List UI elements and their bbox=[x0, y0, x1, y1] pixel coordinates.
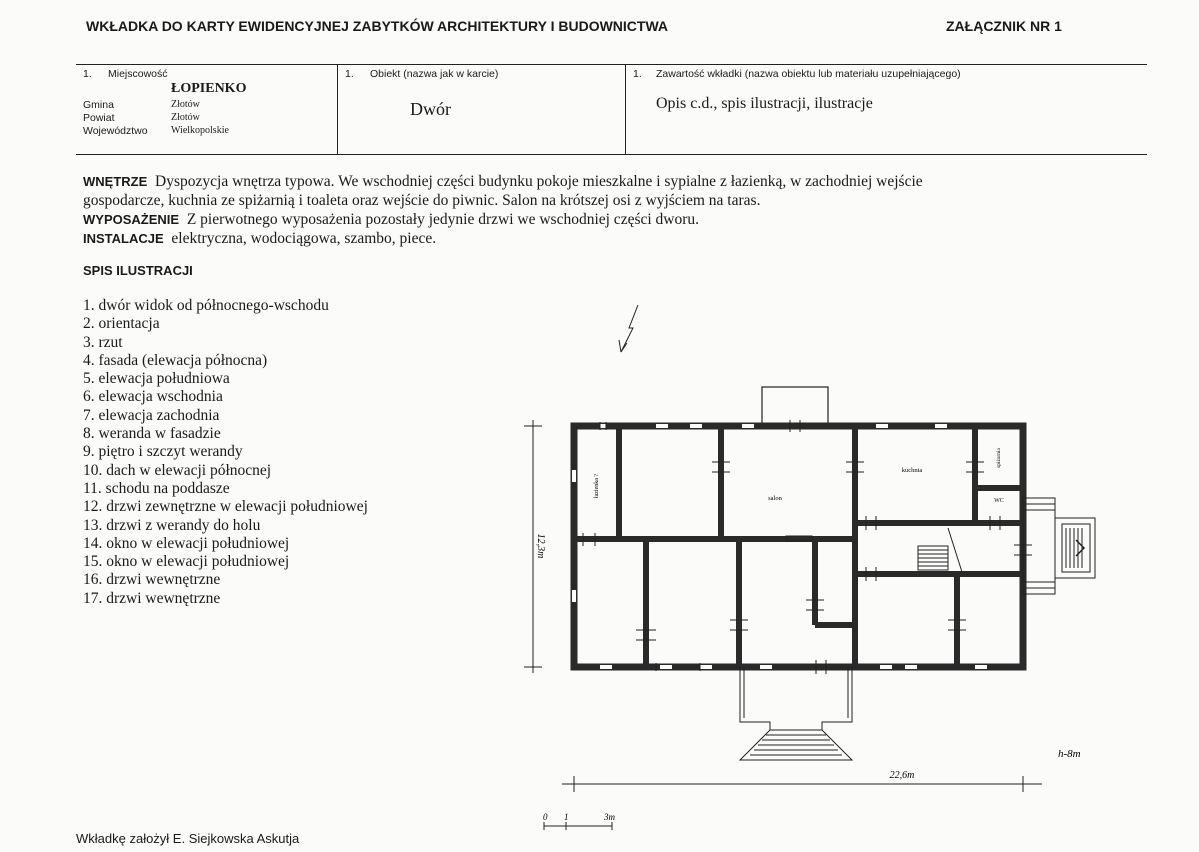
list-item: 6. elewacja wschodnia bbox=[83, 388, 223, 406]
county-value: Złotów bbox=[171, 112, 200, 123]
room-label-kitchen: kuchnia bbox=[901, 467, 923, 474]
object-value: Dwór bbox=[410, 99, 451, 119]
box3-number: 1. bbox=[633, 68, 642, 80]
installations-label: INSTALACJE bbox=[83, 231, 164, 246]
county-label: Powiat bbox=[83, 112, 115, 124]
interior-text-line2: gospodarcze, kuchnia ze spiżarnią i toaleta oraz wejście do piwnic. Salon na krótszej osi z wyjściem na taras. bbox=[83, 192, 761, 209]
illustrations-heading: SPIS ILUSTRACJI bbox=[83, 263, 193, 278]
north-projection bbox=[762, 387, 828, 426]
scale-label-3: 3m bbox=[604, 812, 615, 822]
box1-label: Miejscowość bbox=[108, 68, 168, 80]
east-terrace bbox=[1023, 498, 1095, 594]
scale-bar bbox=[544, 822, 612, 830]
list-item: 13. drzwi z werandy do holu bbox=[83, 516, 261, 534]
box2-number: 1. bbox=[345, 68, 354, 80]
list-item: 9. piętro i szczyt werandy bbox=[83, 443, 243, 461]
height-dimension-label: 12,3m bbox=[535, 533, 546, 559]
commune-value: Złotów bbox=[171, 99, 200, 110]
scale-label-1: 1 bbox=[564, 812, 569, 822]
box3-label: Zawartość wkładki (nazwa obiektu lub materiału uzupełniającego) bbox=[656, 68, 961, 80]
room-label-bathroom: łazienka ? bbox=[594, 473, 600, 499]
list-item: 5. elewacja południowa bbox=[83, 370, 230, 388]
list-item: 10. dach w elewacji północnej bbox=[83, 461, 272, 479]
list-item: 12. drzwi zewnętrzne w elewacji południowej bbox=[83, 498, 368, 516]
list-item: 7. elewacja zachodnia bbox=[83, 406, 220, 424]
annex-label: ZAŁĄCZNIK NR 1 bbox=[946, 18, 1062, 34]
list-item: 14. okno w elewacji południowej bbox=[83, 534, 290, 552]
box2-label: Obiekt (nazwa jak w karcie) bbox=[370, 68, 499, 80]
contents-value: Opis c.d., spis ilustracji, ilustracje bbox=[656, 95, 873, 112]
scale-label-0: 0 bbox=[543, 812, 548, 822]
width-dimension-line bbox=[562, 776, 1042, 792]
locality-value: ŁOPIENKO bbox=[171, 81, 247, 96]
voivodeship-label: Województwo bbox=[83, 125, 148, 137]
equipment-label: WYPOSAŻENIE bbox=[83, 212, 180, 227]
interior-text-line1: Dyspozycja wnętrza typowa. We wschodniej części budynku pokoje mieszkalne i sypialne z łazienką, w zachodniej wejście bbox=[155, 173, 923, 190]
document-title: WKŁADKA DO KARTY EWIDENCYJNEJ ZABYTKÓW ARCHITEKTURY I BUDOWNICTWA bbox=[86, 18, 669, 34]
room-label-pantry: spiżarnia bbox=[996, 448, 1002, 468]
list-item: 3. rzut bbox=[83, 333, 123, 351]
level-note: h-8m bbox=[1058, 748, 1081, 760]
interior-label: WNĘTRZE bbox=[83, 174, 148, 189]
door-marks bbox=[583, 420, 1032, 674]
footer-author: Wkładkę założył E. Siejkowska Askutja bbox=[76, 831, 300, 846]
list-item: 17. drzwi wewnętrzne bbox=[83, 589, 221, 607]
list-item: 2. orientacja bbox=[83, 315, 160, 333]
north-arrow-icon bbox=[619, 305, 638, 352]
commune-label: Gmina bbox=[83, 99, 114, 111]
list-item: 16. drzwi wewnętrzne bbox=[83, 571, 221, 589]
south-veranda bbox=[740, 667, 852, 760]
room-label-salon: salon bbox=[768, 495, 782, 502]
list-item: 15. okno w elewacji południowej bbox=[83, 553, 290, 571]
equipment-text: Z pierwotnego wyposażenia pozostały jedynie drzwi we wschodniej części dworu. bbox=[186, 211, 700, 228]
width-dimension-label: 22,6m bbox=[889, 770, 915, 781]
list-item: 4. fasada (elewacja północna) bbox=[83, 351, 268, 369]
list-item: 8. weranda w fasadzie bbox=[83, 425, 221, 443]
list-item: 1. dwór widok od północnego-wschodu bbox=[83, 297, 329, 314]
list-item: 11. schodu na poddasze bbox=[83, 479, 230, 497]
room-label-wc: WC bbox=[994, 498, 1004, 504]
installations-text: elektryczna, wodociągowa, szambo, piece. bbox=[171, 230, 437, 247]
interior-walls bbox=[574, 426, 1023, 667]
interior-stair bbox=[918, 528, 962, 572]
voivodeship-value: Wielkopolskie bbox=[171, 125, 229, 136]
box1-number: 1. bbox=[83, 68, 92, 80]
